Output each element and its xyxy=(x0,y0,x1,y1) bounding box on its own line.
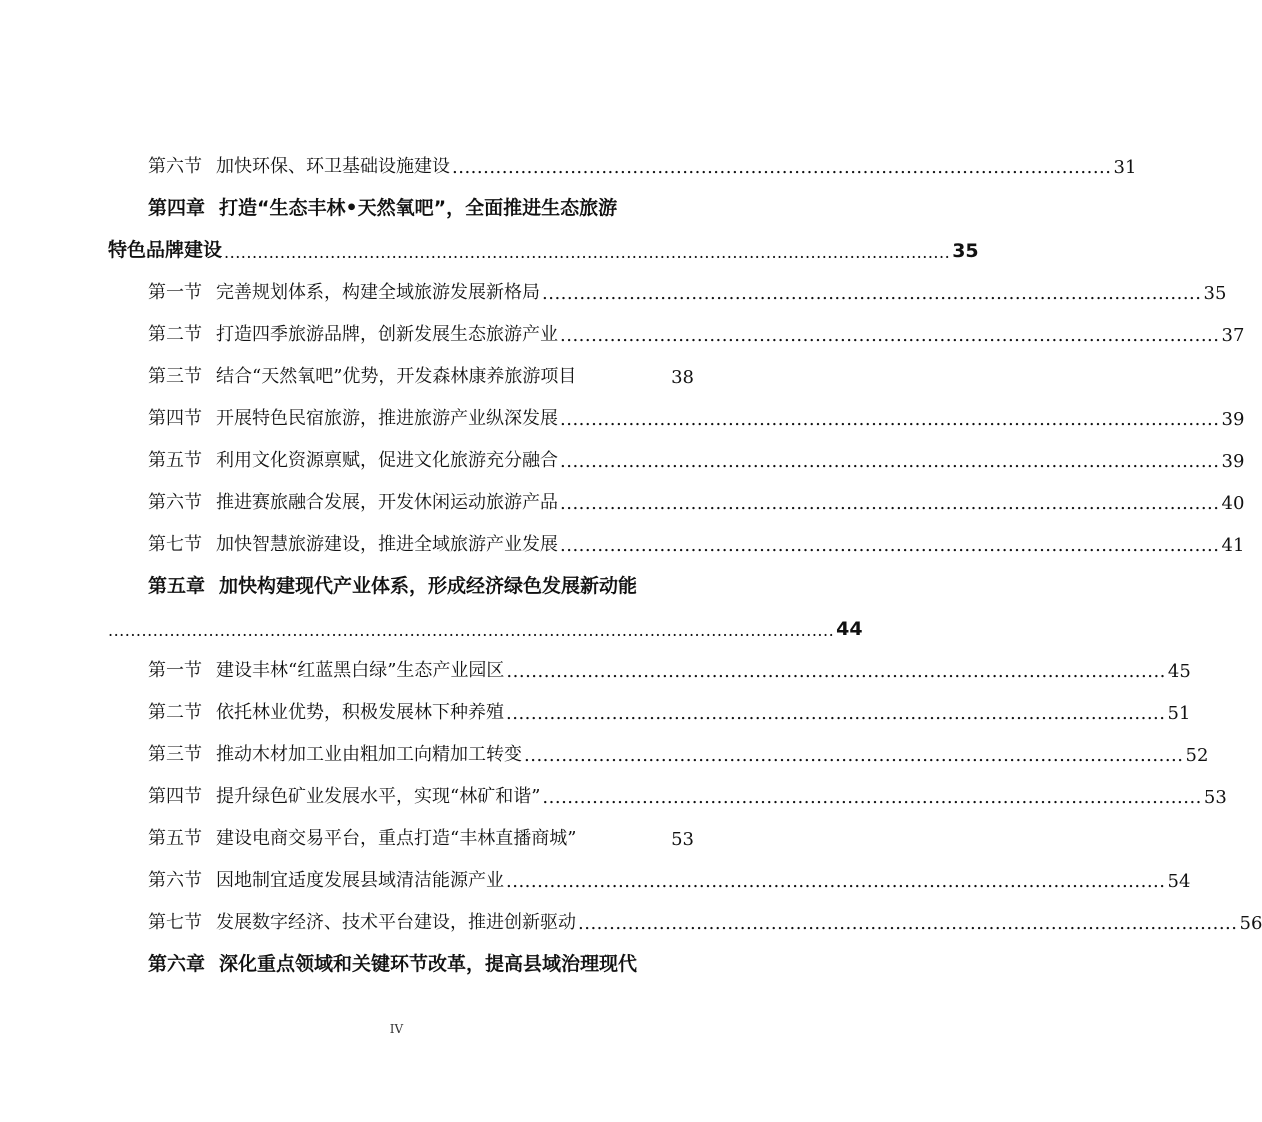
toc-section-title: 打造四季旅游品牌，创新发展生态旅游产业 xyxy=(216,324,558,345)
toc-leader: .......................................................................................................... xyxy=(542,787,1202,808)
toc-leader: .......................................................................................................... xyxy=(452,157,1112,178)
toc-section-label: 第一节 xyxy=(148,660,202,681)
toc-leader: .......................................................................................................... xyxy=(560,409,1220,430)
toc-section-title: 提升绿色矿业发展水平，实现“林矿和谐” xyxy=(216,786,541,807)
toc-section-label: 第七节 xyxy=(148,912,202,933)
toc-entry[interactable] xyxy=(148,774,1227,808)
toc-entry[interactable] xyxy=(148,816,694,850)
toc-entry[interactable] xyxy=(148,270,1227,304)
toc-section-label: 第四节 xyxy=(148,408,202,429)
toc-chapter-label: 第六章 xyxy=(148,953,206,975)
toc-entry[interactable] xyxy=(148,900,1262,934)
toc-page-number: 51 xyxy=(1167,703,1191,724)
toc-page-number: 44 xyxy=(836,618,863,640)
toc-section-label: 第五节 xyxy=(148,450,202,471)
toc-section-title: 完善规划体系，构建全域旅游发展新格局 xyxy=(216,282,540,303)
toc-section-label: 第七节 xyxy=(148,534,202,555)
toc-section-title: 加快智慧旅游建设，推进全域旅游产业发展 xyxy=(216,534,558,555)
toc-entry[interactable] xyxy=(148,732,1209,766)
toc-section-label: 第三节 xyxy=(148,744,202,765)
toc-section-title: 推进赛旅融合发展，开发休闲运动旅游产品 xyxy=(216,492,558,513)
toc-entry[interactable] xyxy=(148,312,1245,346)
toc-leader: .................................................................................................................................. xyxy=(224,243,951,262)
toc-leader: .......................................................................................................... xyxy=(560,535,1220,556)
toc-page-number: 39 xyxy=(1221,409,1245,430)
toc-section-title: 发展数字经济、技术平台建设，推进创新驱动 xyxy=(216,912,576,933)
toc-section-label: 第六节 xyxy=(148,492,202,513)
toc-leader: .......................................................................................................... xyxy=(506,661,1166,682)
toc-section-title: 因地制宜适度发展县域清洁能源产业 xyxy=(216,870,504,891)
toc-section-title: 结合“天然氧吧”优势，开发森林康养旅游项目 xyxy=(216,366,577,387)
toc-chapter-title: 深化重点领域和关键环节改革，提高县域治理现代 xyxy=(219,953,638,975)
toc-entry[interactable] xyxy=(148,522,1245,556)
toc-section-title: 建设电商交易平台，重点打造“丰林直播商城” xyxy=(216,828,577,849)
toc-section-title: 建设丰林“红蓝黑白绿”生态产业园区 xyxy=(216,660,505,681)
toc-chapter-title: 打造“生态丰林•天然氧吧”，全面推进生态旅游 xyxy=(219,197,618,219)
toc-leader: .......................................................................................................... xyxy=(506,703,1166,724)
toc-page-number: 41 xyxy=(1221,535,1245,556)
toc-section-label: 第二节 xyxy=(148,702,202,723)
toc-page-number: 53 xyxy=(671,829,694,850)
toc-leader: .......................................................................................................... xyxy=(578,913,1238,934)
toc-section-title: 利用文化资源禀赋，促进文化旅游充分融合 xyxy=(216,450,558,471)
toc-entry[interactable] xyxy=(148,396,1245,430)
toc-page-number: 35 xyxy=(952,240,979,262)
toc-section-label: 第三节 xyxy=(148,366,202,387)
toc-chapter-continuation[interactable] xyxy=(108,228,979,262)
toc-leader: .......................................................................................................... xyxy=(524,745,1184,766)
toc-leader: .......................................................................................................... xyxy=(560,451,1220,472)
toc-section-label: 第一节 xyxy=(148,282,202,303)
toc-section-title: 开展特色民宿旅游，推进旅游产业纵深发展 xyxy=(216,408,558,429)
toc-leader: .................................................................................................................................. xyxy=(108,621,835,640)
toc-entry[interactable] xyxy=(148,858,1191,892)
toc-page-number: 35 xyxy=(1203,283,1227,304)
toc-leader: .......................................................................................................... xyxy=(542,283,1202,304)
toc-chapter-entry[interactable] xyxy=(148,186,688,220)
toc-chapter-entry[interactable] xyxy=(148,564,688,598)
toc-leader: .......................................................................................................... xyxy=(560,325,1220,346)
toc-entry[interactable] xyxy=(148,144,1137,178)
toc-page-number: 45 xyxy=(1167,661,1191,682)
toc-page-number: 56 xyxy=(1239,913,1262,934)
toc-leader: .......................................................................................................... xyxy=(506,871,1166,892)
toc-page-number: 54 xyxy=(1167,871,1191,892)
toc-chapter-title: 加快构建现代产业体系，形成经济绿色发展新动能 xyxy=(219,575,638,597)
toc-page-number: 39 xyxy=(1221,451,1245,472)
toc-entry[interactable] xyxy=(148,354,694,388)
toc-chapter-title-cont: 特色品牌建设 xyxy=(108,239,223,261)
toc-section-label: 第六节 xyxy=(148,156,202,177)
toc-section-title: 依托林业优势，积极发展林下种养殖 xyxy=(216,702,504,723)
toc-entry[interactable] xyxy=(148,648,1191,682)
toc-page-number: 31 xyxy=(1113,157,1137,178)
toc-section-label: 第二节 xyxy=(148,324,202,345)
toc-section-title: 加快环保、环卫基础设施建设 xyxy=(216,156,450,177)
toc-chapter-entry[interactable] xyxy=(148,942,688,976)
toc-chapter-label: 第四章 xyxy=(148,197,206,219)
toc-entry[interactable] xyxy=(148,480,1245,514)
toc-page-number: 38 xyxy=(671,367,694,388)
toc-leader: .......................................................................................................... xyxy=(560,493,1220,514)
toc-entry[interactable] xyxy=(148,438,1245,472)
toc-entry[interactable] xyxy=(148,690,1191,724)
toc-section-title: 推动木材加工业由粗加工向精加工转变 xyxy=(216,744,522,765)
toc-page-number: 40 xyxy=(1221,493,1245,514)
toc-section-label: 第六节 xyxy=(148,870,202,891)
toc-chapter-label: 第五章 xyxy=(148,575,206,597)
toc-page-number: 53 xyxy=(1203,787,1227,808)
toc-page-number: 37 xyxy=(1221,325,1245,346)
toc-section-label: 第四节 xyxy=(148,786,202,807)
toc-section-label: 第五节 xyxy=(148,828,202,849)
toc-chapter-continuation[interactable] xyxy=(108,606,863,640)
toc-page-number: 52 xyxy=(1185,745,1209,766)
page-number-footer: IV xyxy=(389,1022,404,1036)
